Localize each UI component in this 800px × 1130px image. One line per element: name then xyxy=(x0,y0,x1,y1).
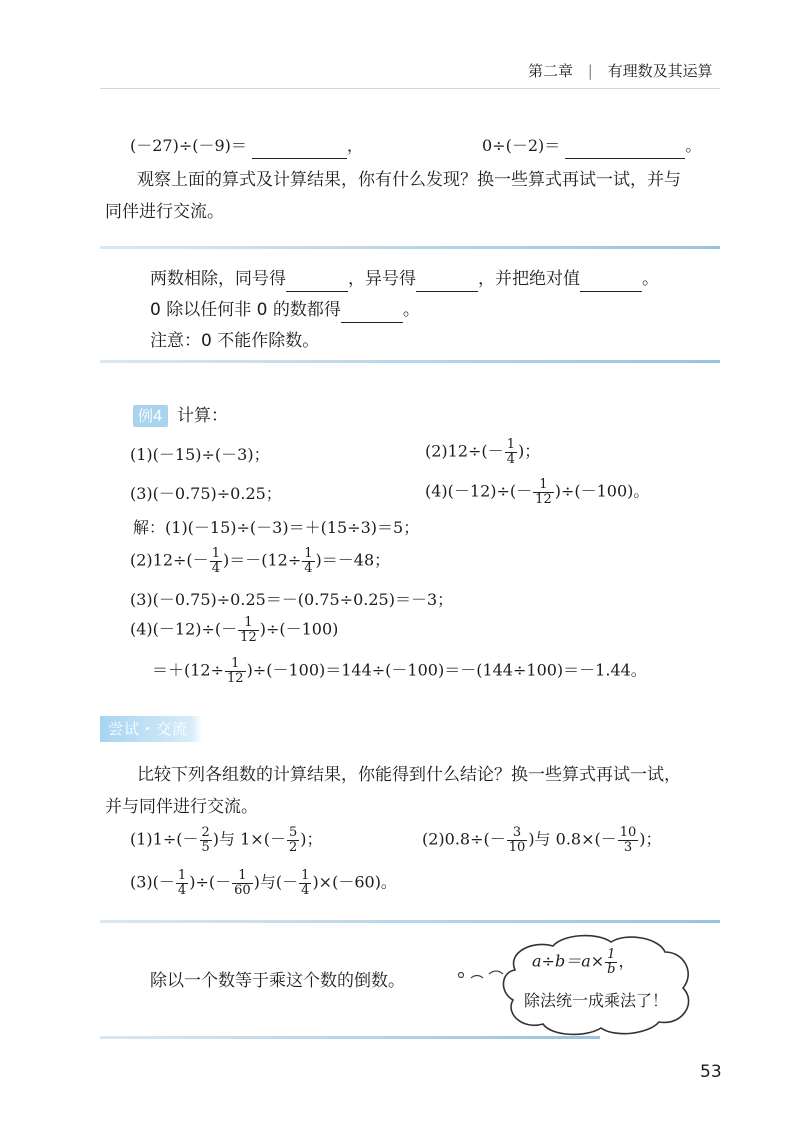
intro-equation-2: 0÷(－2)＝ 。 xyxy=(482,133,701,159)
cloud-formula: a÷b＝a× $\frac{1}{b}$ ， xyxy=(532,947,635,977)
bubble-tail xyxy=(471,976,483,979)
fraction: $\frac{3}{10}$ xyxy=(508,825,526,855)
rule-line-1: 两数相除，同号得 ，异号得 ，并把绝对值 。 xyxy=(150,266,659,292)
header-rule xyxy=(100,88,720,89)
fraction: $\frac{1}{b}$ xyxy=(607,947,616,977)
example-problem-4: (4)(－12)÷(－ $\frac{1}{12}$ )÷(－100)。 xyxy=(425,477,650,507)
rule-box-bottom-border xyxy=(100,360,720,363)
chapter-label: 第二章 xyxy=(528,62,574,80)
example-problem-2: (2)12÷(－ $\frac{1}{4}$ )； xyxy=(425,437,541,467)
rule-box-top-border xyxy=(100,246,720,249)
conclusion-top-border xyxy=(100,920,720,923)
fraction: $\frac{1}{12}$ xyxy=(240,615,257,645)
conclusion-text: 除以一个数等于乘这个数的倒数。 xyxy=(150,971,405,991)
rule-line-2: 0 除以任何非 0 的数都得 。 xyxy=(150,297,420,323)
solution-line-1: 解：(1)(－15)÷(－3)＝＋(15÷3)＝5； xyxy=(133,518,420,537)
fraction: $\frac{1}{4}$ xyxy=(211,546,220,576)
running-header xyxy=(528,60,713,81)
bubble-dot xyxy=(459,973,464,978)
example-problem-3: (3)(－0.75)÷0.25； xyxy=(130,484,282,503)
solution-label: 解： xyxy=(133,518,166,537)
example-badge: 例4 xyxy=(133,405,168,427)
solution-line-3: (3)(－0.75)÷0.25＝－(0.75÷0.25)＝－3； xyxy=(130,590,454,609)
equation-2: 0÷(－2)＝ xyxy=(482,136,561,155)
bubble-tail xyxy=(489,971,503,974)
fraction: $\frac{10}{3}$ xyxy=(619,825,637,855)
fraction: $\frac{1}{12}$ xyxy=(227,656,244,686)
try-discuss-label: 尝试・交流 xyxy=(100,716,202,742)
solution-line-2: (2)12÷(－ $\frac{1}{4}$ )＝－(12÷ $\frac{1}{4}$ )＝－48； xyxy=(130,546,391,576)
fraction: $\frac{1}{12}$ xyxy=(535,477,552,507)
try-problem-2: (2)0.8÷(－ $\frac{3}{10}$ )与 0.8×(－ $\frac{10}{3}$ )； xyxy=(422,825,662,855)
try-text-line-2: 并与同伴进行交流。 xyxy=(105,797,258,817)
observe-line-1: 观察上面的算式及计算结果，你有什么发现？换一些算式再试一试，并与 xyxy=(137,170,681,190)
solution-line-4: (4)(－12)÷(－ $\frac{1}{12}$ )÷(－100) xyxy=(130,615,339,645)
thought-bubble xyxy=(455,930,705,1040)
rule-blank-4 xyxy=(341,304,403,323)
rule-blank-2 xyxy=(416,273,478,292)
observe-line-2: 同伴进行交流。 xyxy=(105,202,224,222)
example-title: 计算： xyxy=(176,406,228,426)
fraction: $\frac{1}{4}$ xyxy=(177,868,187,898)
intro-equations: (－27)÷(－9)＝ ， xyxy=(130,133,363,159)
fraction: $\frac{1}{60}$ xyxy=(234,868,251,898)
example-heading xyxy=(133,403,228,429)
example-problem-1: (1)(－15)÷(－3)； xyxy=(130,445,270,464)
equation-1: (－27)÷(－9)＝ xyxy=(130,136,247,155)
answer-blank-1 xyxy=(252,140,347,159)
try-discuss-header xyxy=(100,718,202,739)
section-title: 有理数及其运算 xyxy=(607,62,713,80)
cloud-line-2: 除法统一成乘法了！ xyxy=(524,991,669,1010)
fraction: $\frac{1}{4}$ xyxy=(301,868,310,898)
header-separator: | xyxy=(587,62,593,80)
rule-blank-3 xyxy=(580,273,642,292)
try-problem-3: (3)(－ $\frac{1}{4}$ )÷(－ $\frac{1}{60}$ )与(－ $\frac{1}{4}$ )×(－60)。 xyxy=(130,868,397,898)
rule-note: 注意：0 不能作除数。 xyxy=(150,331,320,351)
fraction: $\frac{1}{4}$ xyxy=(506,437,515,467)
fraction: $\frac{1}{4}$ xyxy=(304,546,313,576)
rule-blank-1 xyxy=(286,273,348,292)
try-problem-1: (1)1÷(－ $\frac{2}{5}$ )与 1×(－ $\frac{5}{2}$ )； xyxy=(130,825,323,855)
fraction: $\frac{2}{5}$ xyxy=(201,825,210,855)
try-text-line-1: 比较下列各组数的计算结果，你能得到什么结论？换一些算式再试一试， xyxy=(137,765,681,785)
fraction: $\frac{5}{2}$ xyxy=(288,825,298,855)
conclusion-bottom-border xyxy=(100,1036,600,1039)
answer-blank-2 xyxy=(565,140,685,159)
solution-line-5: ＝＋(12÷ $\frac{1}{12}$ )÷(－100)＝144÷(－100)＝－(144÷100)＝－1.44。 xyxy=(152,656,647,686)
page-number: 53 xyxy=(700,1062,722,1082)
